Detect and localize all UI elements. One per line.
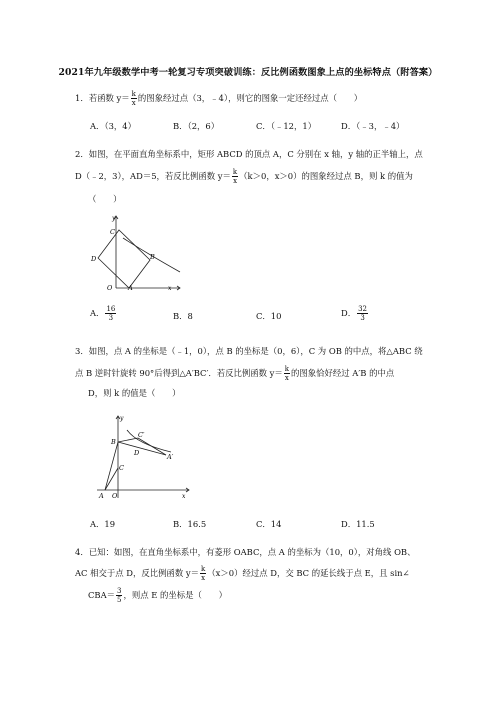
q3-line-1: 3．如图，点 A 的坐标是（﹣1，0），点 B 的坐标是（0，6），C 为 OB 的中点，将△ABC 绕	[75, 346, 423, 356]
q2-line-3: （ ）	[88, 194, 122, 204]
q3-line-3: D，则 k 的值是（ ）	[88, 388, 181, 398]
q1-text-pre: 1．若函数 y＝	[75, 93, 130, 103]
q3-option-c: C．14	[256, 519, 282, 529]
q3-label-o: O	[112, 492, 118, 500]
q1-text-post: 的图象经过点（3，﹣4），则它的图象一定还经过点（ ）	[137, 93, 363, 103]
q3-fraction: $\frac{k}{x}$	[284, 365, 290, 382]
document-title: 2021年九年级数学中考一轮复习专项突破训练：反比例函数图象上点的坐标特点（附答案）	[58, 67, 438, 78]
q2-option-d: D． $\frac{32}{3}$	[341, 305, 368, 322]
q1-fraction: $\frac{k}{x}$	[131, 90, 136, 107]
q3-label-c-prime: C′	[138, 431, 145, 439]
q2-figure	[88, 210, 188, 292]
q2-option-a: A． $\frac{16}{3}$	[90, 305, 116, 322]
q1-option-b: B．（2，6）	[173, 121, 220, 131]
q3-label-b: B	[111, 438, 116, 446]
q1-option-c: C．（﹣12，1）	[256, 121, 317, 131]
q2-line-1: 2．如图，在平面直角坐标系中，矩形 ABCD 的顶点 A，C 分别在 x 轴，y 轴的正半轴上，点	[75, 149, 423, 159]
q3-label-c: C	[119, 464, 124, 472]
q2-label-d: D	[91, 255, 97, 263]
q3-label-y: y	[120, 415, 124, 422]
question-1	[75, 90, 362, 107]
q4-line-2: AC 相交于点 D，反比例函数 y＝ $\frac{k}{x}$ （x＞0）经过点 D，交 BC 的延长线于点 E，且 sin∠	[75, 565, 410, 582]
q2-label-c: C	[110, 228, 115, 236]
q2-label-y: y	[112, 215, 116, 222]
q3-figure	[93, 410, 193, 502]
q2-line-2: D（﹣2，3），AD＝5，若反比例函数 y＝ $\frac{k}{x}$ （k＞0，x＞0）的图象经过点 B，则 k 的值为	[75, 168, 413, 185]
q2-label-a: A	[128, 284, 133, 292]
q1-option-a: A．（3，4）	[90, 121, 137, 131]
q3-option-b: B．16.5	[173, 519, 207, 529]
q3-line-2: 点 B 逆时针旋转 90°后得到△A′BC′．若反比例函数 y＝ $\frac{k}{x}$ 的图象恰好经过 A′B 的中点	[75, 365, 395, 382]
q4-fraction-2: $\frac{3}{5}$	[117, 587, 122, 604]
q2-option-c: C．10	[256, 311, 282, 321]
q2-label-x: x	[168, 285, 172, 292]
q3-label-a-prime: A′	[167, 453, 174, 461]
q2-label-b: B	[150, 253, 155, 261]
q2-label-o: O	[107, 284, 113, 292]
q2-fraction: $\frac{k}{x}$	[232, 168, 238, 185]
q3-label-a: A	[99, 492, 104, 500]
q1-option-d: D．（﹣3，﹣4）	[341, 121, 405, 131]
q3-label-x: x	[182, 493, 186, 500]
q3-option-a: A．19	[90, 519, 116, 529]
q4-line-1: 4．已知：如图，在直角坐标系中，有菱形 OABC，点 A 的坐标为（10，0），对角线 OB、	[75, 547, 416, 557]
q3-option-d: D．11.5	[341, 519, 375, 529]
q3-label-d: D	[134, 449, 140, 457]
q4-line-3: CBA＝ $\frac{3}{5}$ ，则点 E 的坐标是（ ）	[88, 587, 228, 604]
q4-fraction: $\frac{k}{x}$	[201, 565, 206, 582]
q2-option-b: B．8	[173, 311, 193, 321]
